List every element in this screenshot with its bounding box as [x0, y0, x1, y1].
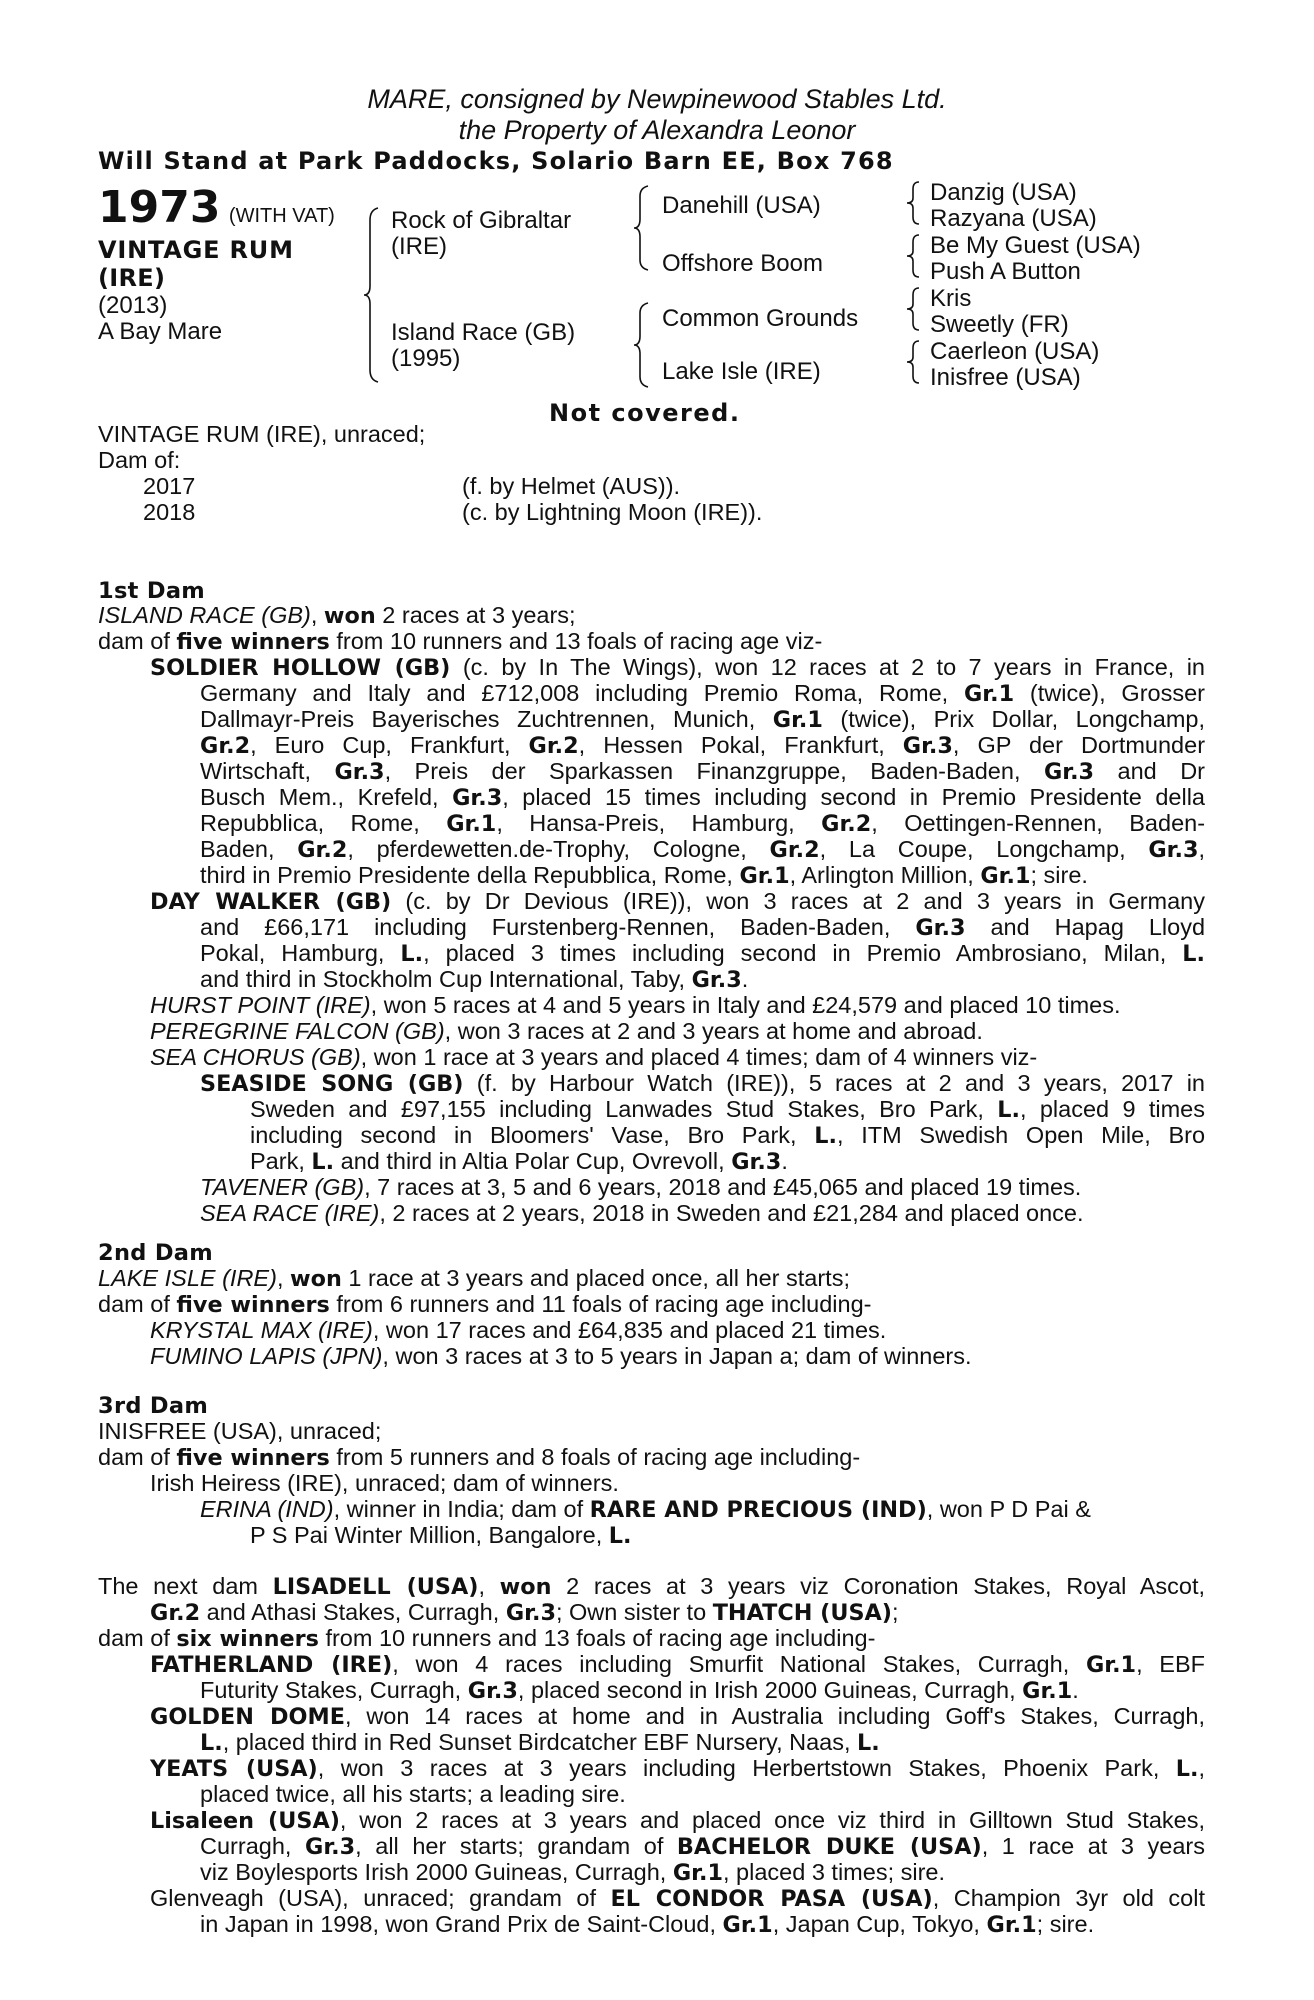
- header-line-3: Will Stand at Park Paddocks, Solario Barn EE, Box 768: [98, 147, 894, 175]
- erina-line-1: ERINA (IND), winner in India; dam of RARE AND PRECIOUS (IND), won P D Pai &: [200, 1496, 1091, 1523]
- day-walker-line-2: and £66,171 including Furstenberg-Rennen, Baden-Baden, Gr.3 and Hapag Lloyd: [200, 914, 1206, 941]
- sea-race-line: SEA RACE (IRE), 2 races at 2 years, 2018 in Sweden and £21,284 and placed once.: [200, 1200, 1084, 1226]
- pedigree-sire-sire: Danehill (USA): [662, 192, 821, 219]
- glenveagh-line-1: Glenveagh (USA), unraced; grandam of EL CONDOR PASA (USA), Champion 3yr old colt: [150, 1885, 1205, 1912]
- soldier-hollow-line-2: Germany and Italy and £712,008 including Premio Roma, Rome, Gr.1 (twice), Grosser: [200, 680, 1205, 707]
- dam3-heading: 3rd Dam: [98, 1393, 209, 1419]
- yeats-line-1: YEATS (USA), won 3 races at 3 years including Herbertstown Stakes, Phoenix Park, L.,: [150, 1755, 1206, 1782]
- yeats-line-2: placed twice, all his starts; a leading sire.: [200, 1781, 626, 1807]
- soldier-hollow-line-7: Repubblica, Rome, Gr.1, Hansa-Preis, Hamburg, Gr.2, Oettingen-Rennen, Baden-: [200, 810, 1206, 837]
- pedigree-g3-7: Caerleon (USA): [930, 338, 1100, 365]
- next-dam-line-3: dam of six winners from 10 runners and 13 foals of racing age including-: [98, 1625, 876, 1652]
- soldier-hollow-line-6: Busch Mem., Krefeld, Gr.3, placed 15 times including second in Premio Presidente della: [200, 784, 1206, 811]
- produce-text-1: (f. by Helmet (AUS)).: [462, 473, 681, 499]
- next-dam-line-2: Gr.2 and Athasi Stakes, Curragh, Gr.3; Own sister to THATCH (USA);: [150, 1599, 899, 1626]
- horse-description: A Bay Mare: [98, 318, 223, 345]
- hurst-point-line: HURST POINT (IRE), won 5 races at 4 and 5 years in Italy and £24,579 and placed 10 times.: [150, 992, 1121, 1018]
- pedigree-bracket-gen1: [364, 208, 384, 383]
- horse-year: (2013): [98, 292, 168, 319]
- lot-number: 1973: [98, 182, 221, 233]
- pedigree-sire-country: (IRE): [391, 233, 447, 260]
- irish-heiress-line: Irish Heiress (IRE), unraced; dam of winners.: [150, 1470, 619, 1496]
- pedigree-dam-year: (1995): [391, 345, 461, 372]
- soldier-hollow-line-9: third in Premio Presidente della Repubblica, Rome, Gr.1, Arlington Million, Gr.1; sire.: [200, 862, 1088, 889]
- pedigree-bracket-g3-2: [907, 234, 923, 278]
- erina-line-2: P S Pai Winter Million, Bangalore, L.: [250, 1522, 632, 1549]
- dam2-heading: 2nd Dam: [98, 1240, 214, 1266]
- fatherland-line-2: Futurity Stakes, Curragh, Gr.3, placed second in Irish 2000 Guineas, Curragh, Gr.1.: [200, 1677, 1079, 1704]
- pedigree-bracket-dam: [634, 303, 654, 387]
- horse-country: (IRE): [98, 264, 166, 292]
- pedigree-g3-5: Kris: [930, 285, 972, 312]
- day-walker-line-4: and third in Stockholm Cup International, Taby, Gr.3.: [200, 966, 749, 993]
- pedigree-dam-dam: Lake Isle (IRE): [662, 358, 821, 385]
- produce-intro: VINTAGE RUM (IRE), unraced;: [98, 421, 426, 447]
- fumino-lapis-line: FUMINO LAPIS (JPN), won 3 races at 3 to 5 years in Japan a; dam of winners.: [150, 1343, 972, 1369]
- fatherland-line-1: FATHERLAND (IRE), won 4 races including Smurfit National Stakes, Curragh, Gr.1, EBF: [150, 1651, 1206, 1678]
- pedigree-g3-2: Razyana (USA): [930, 205, 1097, 232]
- lot-vat: (WITH VAT): [228, 205, 335, 227]
- krystal-max-line: KRYSTAL MAX (IRE), won 17 races and £64,835 and placed 21 times.: [150, 1317, 887, 1343]
- produce-text-2: (c. by Lightning Moon (IRE)).: [462, 499, 763, 525]
- pedigree-g3-6: Sweetly (FR): [930, 311, 1069, 338]
- dam2-line-1: LAKE ISLE (IRE), won 1 race at 3 years and placed once, all her starts;: [98, 1265, 850, 1292]
- soldier-hollow-line-3: Dallmayr-Preis Bayerisches Zuchtrennen, Munich, Gr.1 (twice), Prix Dollar, Longchamp,: [200, 706, 1205, 733]
- seaside-song-line-1: SEASIDE SONG (GB) (f. by Harbour Watch (IRE)), 5 races at 2 and 3 years, 2017 in: [200, 1070, 1205, 1097]
- soldier-hollow-line-8: Baden, Gr.2, pferdewetten.de-Trophy, Cologne, Gr.2, La Coupe, Longchamp, Gr.3,: [200, 836, 1205, 863]
- pedigree-g3-3: Be My Guest (USA): [930, 232, 1141, 259]
- soldier-hollow-line-4: Gr.2, Euro Cup, Frankfurt, Gr.2, Hessen Pokal, Frankfurt, Gr.3, GP der Dortmunder: [200, 732, 1206, 759]
- lot-number-block: [98, 182, 335, 233]
- soldier-hollow-line-5: Wirtschaft, Gr.3, Preis der Sparkassen Finanzgruppe, Baden-Baden, Gr.3 and Dr: [200, 758, 1205, 785]
- peregrine-falcon-line: PEREGRINE FALCON (GB), won 3 races at 2 and 3 years at home and abroad.: [150, 1018, 983, 1044]
- dam3-line-2: dam of five winners from 5 runners and 8 foals of racing age including-: [98, 1444, 861, 1471]
- pedigree-bracket-g3-4: [907, 340, 923, 384]
- golden-dome-line-1: GOLDEN DOME, won 14 races at home and in Australia including Goff's Stakes, Curragh,: [150, 1703, 1206, 1730]
- pedigree-bracket-sire: [634, 186, 654, 270]
- seaside-song-line-3: including second in Bloomers' Vase, Bro Park, L., ITM Swedish Open Mile, Bro: [250, 1122, 1206, 1149]
- glenveagh-line-2: in Japan in 1998, won Grand Prix de Saint-Cloud, Gr.1, Japan Cup, Tokyo, Gr.1; sire.: [200, 1911, 1095, 1938]
- produce-dam-of: Dam of:: [98, 447, 181, 473]
- lisaleen-line-3: viz Boylesports Irish 2000 Guineas, Curragh, Gr.1, placed 3 times; sire.: [200, 1859, 946, 1886]
- pedigree-g3-1: Danzig (USA): [930, 179, 1077, 206]
- next-dam-line-1: The next dam LISADELL (USA), won 2 races at 3 years viz Coronation Stakes, Royal Ascot,: [98, 1573, 1206, 1600]
- pedigree-g3-4: Push A Button: [930, 258, 1081, 285]
- header-line-2: the Property of Alexandra Leonor: [458, 115, 856, 145]
- pedigree-sire-dam: Offshore Boom: [662, 250, 823, 277]
- dam1-line-2: dam of five winners from 10 runners and 13 foals of racing age viz-: [98, 628, 823, 655]
- tavener-line: TAVENER (GB), 7 races at 3, 5 and 6 years, 2018 and £45,065 and placed 19 times.: [200, 1174, 1082, 1200]
- dam1-line-1: ISLAND RACE (GB), won 2 races at 3 years;: [98, 602, 576, 629]
- lisaleen-line-2: Curragh, Gr.3, all her starts; grandam of BACHELOR DUKE (USA), 1 race at 3 years: [200, 1833, 1206, 1860]
- pedigree-dam-sire: Common Grounds: [662, 305, 859, 332]
- seaside-song-line-4: Park, L. and third in Altia Polar Cup, Ovrevoll, Gr.3.: [250, 1148, 788, 1175]
- horse-name: VINTAGE RUM: [98, 236, 294, 264]
- produce-year-2: 2018: [143, 499, 196, 525]
- seaside-song-line-2: Sweden and £97,155 including Lanwades Stud Stakes, Bro Park, L., placed 9 times: [250, 1096, 1206, 1123]
- lisaleen-line-1: Lisaleen (USA), won 2 races at 3 years and placed once viz third in Gilltown Stud Stakes,: [150, 1807, 1205, 1834]
- dam3-line-1: INISFREE (USA), unraced;: [98, 1418, 382, 1444]
- produce-year-1: 2017: [143, 473, 196, 499]
- day-walker-line-3: Pokal, Hamburg, L., placed 3 times including second in Premio Ambrosiano, Milan, L.: [200, 940, 1205, 967]
- day-walker-line-1: DAY WALKER (GB) (c. by Dr Devious (IRE)), won 3 races at 2 and 3 years in Germany: [150, 888, 1205, 915]
- pedigree-dam: Island Race (GB): [391, 319, 576, 346]
- sea-chorus-line: SEA CHORUS (GB), won 1 race at 3 years and placed 4 times; dam of 4 winners viz-: [150, 1044, 1038, 1070]
- pedigree-bracket-g3-3: [907, 287, 923, 331]
- golden-dome-line-2: L., placed third in Red Sunset Birdcatcher EBF Nursery, Naas, L.: [200, 1729, 880, 1756]
- dam1-heading: 1st Dam: [98, 578, 206, 604]
- pedigree-sire: Rock of Gibraltar: [391, 207, 572, 234]
- dam2-line-2: dam of five winners from 6 runners and 11 foals of racing age including-: [98, 1291, 872, 1318]
- pedigree-g3-8: Inisfree (USA): [930, 364, 1081, 391]
- pedigree-bracket-g3-1: [907, 181, 923, 225]
- header-line-1: MARE, consigned by Newpinewood Stables Ltd.: [367, 84, 947, 114]
- soldier-hollow-line-1: SOLDIER HOLLOW (GB) (c. by In The Wings), won 12 races at 2 to 7 years in France, in: [150, 654, 1205, 681]
- not-covered-note: Not covered.: [549, 399, 741, 427]
